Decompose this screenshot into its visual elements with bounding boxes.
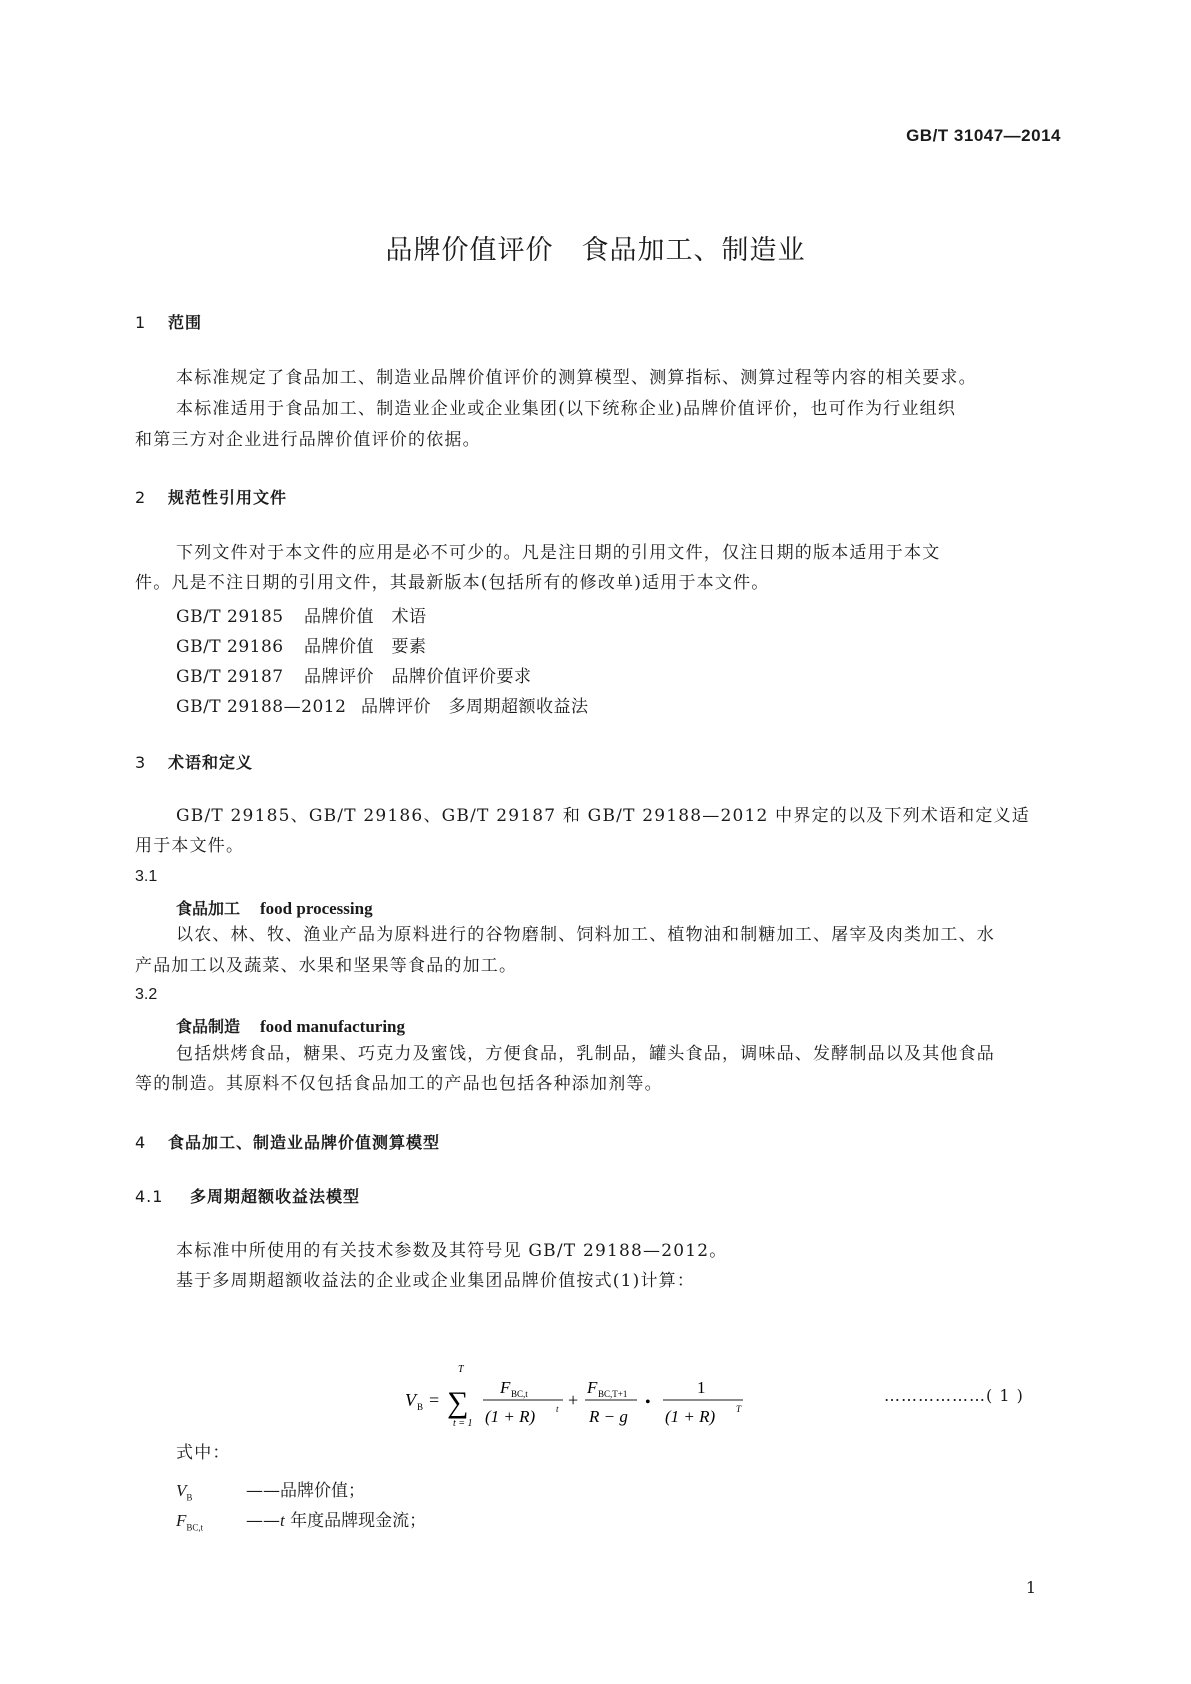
formula-plus: +: [568, 1390, 579, 1410]
formula-lhs-sub: B: [417, 1402, 424, 1412]
subsection-number: 4.1: [135, 1187, 164, 1206]
reference-name: 品牌评价 品牌价值评价要求: [304, 667, 532, 687]
fraction-2-denominator: R − g: [589, 1407, 628, 1426]
section-number: 3: [135, 753, 147, 772]
term-heading: [176, 896, 373, 919]
fraction-1-numerator: F: [500, 1378, 511, 1397]
section-3-paragraph-line-1: GB/T 29185、GB/T 29186、GB/T 29187 和 GB/T 29188—2012 中界定的以及下列术语和定义适: [176, 806, 1030, 826]
term-heading: [176, 1014, 405, 1037]
fraction-3-denominator: (1 + R): [665, 1407, 716, 1426]
reference-code: GB/T 29187: [176, 667, 284, 687]
section-3-paragraph-line-2: 用于本文件。: [135, 836, 245, 856]
reference-item: [176, 662, 532, 687]
document-title: 品牌价值评价 食品加工、制造业: [385, 235, 806, 266]
sum-upper-limit: T: [458, 1364, 464, 1375]
fraction-2-numerator-sub: BC,T+1: [598, 1389, 628, 1399]
symbol: [176, 1481, 246, 1502]
section-1-paragraph-2-line-1: 本标准适用于食品加工、制造业企业或企业集团(以下统称企业)品牌价值评价，也可作为行业组织: [176, 399, 957, 419]
symbol-description-variable: t: [280, 1511, 285, 1530]
reference-name: 品牌价值 术语: [304, 607, 427, 627]
symbol-subscript: BC,t: [186, 1522, 204, 1533]
section-2-heading: [135, 485, 287, 508]
reference-item: [176, 692, 589, 717]
term-name-en: food manufacturing: [260, 1017, 405, 1036]
fraction-1-numerator-sub: BC,t: [511, 1389, 528, 1399]
term-name-en: food processing: [260, 899, 373, 918]
section-1-paragraph-1: 本标准规定了食品加工、制造业品牌价值评价的测算模型、测算指标、测算过程等内容的相关要求。: [176, 368, 977, 388]
term-definition-line-1: 包括烘烤食品，糖果、巧克力及蜜饯，方便食品，乳制品，罐头食品，调味品、发酵制品以及其他食品: [176, 1044, 995, 1064]
symbol-description-prefix: ——: [246, 1511, 280, 1531]
symbol-letter: F: [176, 1511, 187, 1530]
summation-symbol: ∑: [447, 1386, 469, 1419]
reference-code: GB/T 29188—2012: [176, 697, 347, 717]
fraction-3-numerator: 1: [697, 1378, 706, 1397]
symbol-description: ——品牌价值；: [246, 1481, 365, 1501]
section-2-paragraph-line-1: 下列文件对于本文件的应用是必不可少的。凡是注日期的引用文件，仅注日期的版本适用于本文: [176, 543, 941, 563]
reference-item: [176, 632, 427, 657]
equation-number: ………………( 1 ): [884, 1386, 1024, 1405]
sum-lower-limit: t = 1: [453, 1418, 473, 1429]
reference-name: 品牌评价 多周期超额收益法: [361, 697, 589, 717]
section-title: 术语和定义: [168, 753, 254, 772]
symbol-subscript: B: [186, 1492, 193, 1503]
section-2-paragraph-line-2: 件。凡是不注日期的引用文件，其最新版本(包括所有的修改单)适用于本文件。: [135, 573, 770, 593]
where-label: 式中：: [176, 1443, 231, 1463]
section-4-heading: [135, 1130, 440, 1153]
term-name-zh: 食品加工: [176, 899, 241, 918]
section-number: 4: [135, 1133, 147, 1152]
standard-code: GB/T 31047—2014: [906, 126, 1061, 145]
subsection-paragraph-1: 本标准中所使用的有关技术参数及其符号见 GB/T 29188—2012。: [176, 1241, 728, 1261]
section-1-heading: [135, 310, 202, 333]
subsection-title: 多周期超额收益法模型: [190, 1187, 361, 1206]
symbol-letter: V: [176, 1481, 187, 1500]
term-name-zh: 食品制造: [176, 1017, 241, 1036]
section-number: 2: [135, 488, 147, 507]
reference-name: 品牌价值 要素: [304, 637, 427, 657]
section-3-heading: [135, 750, 253, 773]
subsection-4-1-heading: [135, 1184, 360, 1207]
term-number: 3.2: [135, 986, 158, 1003]
fraction-1-denominator-sup: t: [556, 1404, 559, 1414]
page-number: 1: [1025, 1578, 1036, 1597]
formula-equals: =: [429, 1390, 440, 1410]
formula-1: [405, 1360, 805, 1430]
section-number: 1: [135, 313, 147, 332]
reference-item: [176, 602, 427, 627]
symbol-definition: [176, 1476, 365, 1502]
symbol-definition: [176, 1506, 426, 1532]
subsection-paragraph-2: 基于多周期超额收益法的企业或企业集团品牌价值按式(1)计算：: [176, 1271, 696, 1291]
term-definition-line-2: 产品加工以及蔬菜、水果和坚果等食品的加工。: [135, 956, 518, 976]
section-title: 食品加工、制造业品牌价值测算模型: [168, 1133, 441, 1152]
term-number: 3.1: [135, 868, 158, 885]
fraction-2-numerator: F: [587, 1378, 598, 1397]
section-1-paragraph-2-line-2: 和第三方对企业进行品牌价值评价的依据。: [135, 430, 481, 450]
formula-lhs: V: [405, 1390, 416, 1410]
fraction-1-denominator: (1 + R): [485, 1407, 536, 1426]
term-definition-line-2: 等的制造。其原料不仅包括食品加工的产品也包括各种添加剂等。: [135, 1074, 663, 1094]
formula-dot: •: [645, 1394, 651, 1411]
fraction-3-denominator-sup: T: [736, 1404, 742, 1414]
section-title: 规范性引用文件: [168, 488, 288, 507]
term-definition-line-1: 以农、林、牧、渔业产品为原料进行的谷物磨制、饲料加工、植物油和制糖加工、屠宰及肉类加工、水: [176, 925, 995, 945]
symbol-description-suffix: 年度品牌现金流；: [284, 1511, 427, 1531]
symbol: [176, 1511, 246, 1532]
section-title: 范围: [168, 313, 203, 332]
reference-code: GB/T 29186: [176, 637, 284, 657]
reference-code: GB/T 29185: [176, 607, 284, 627]
